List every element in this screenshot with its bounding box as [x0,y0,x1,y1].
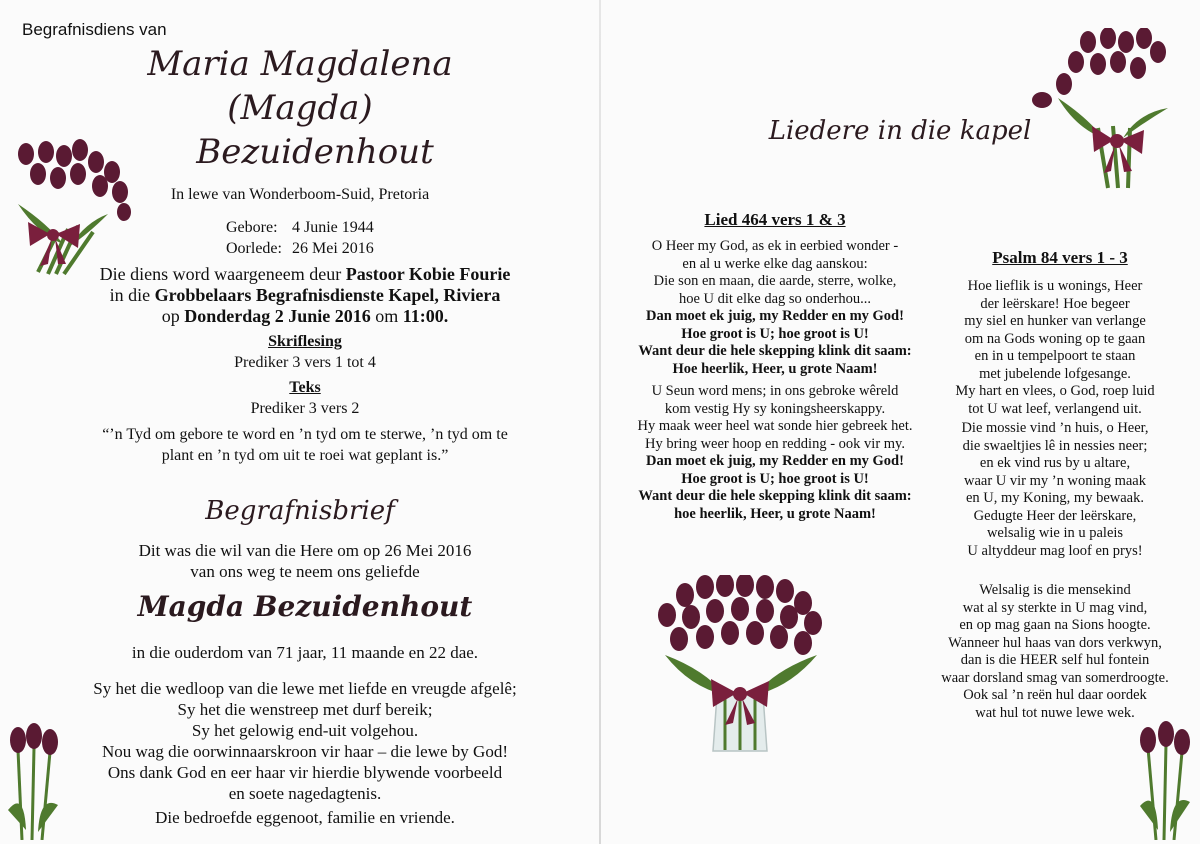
quote-line: plant en ’n tyd om uit te roei wat geplant is.” [161,447,449,464]
poem-line: Sy het die wenstreep met durf bereik; [177,700,433,719]
poem-line: Sy het gelowig end-uit volgehou. [191,721,419,740]
letter-intro [80,540,530,582]
psalm-line: en ek vind rus by u altare, [979,455,1131,471]
hymn-verse [600,238,950,378]
psalm-verse [920,420,1190,560]
hymn-heading: Lied 464 vers 1 & 3 [704,210,846,229]
psalm-line: welsalig wie in u paleis [986,525,1124,541]
born-date: 4 Junie 1944 [292,219,374,236]
born-label: Gebore: [226,219,278,236]
poem-line: en soete nagedagtenis. [228,784,382,803]
psalm-verse [920,278,1190,418]
poem-line: Ons dank God en eer haar vir hierdie blywende voorbeeld [107,763,503,782]
tulip-corner-icon [4,720,64,840]
psalm-line: om na Gods woning op te gaan [964,330,1146,347]
name-line: Bezuidenhout [196,132,434,172]
tulip-corner-icon [1134,718,1194,840]
hymn-line: kom vestig Hy sy koningsheerskappy. [664,400,886,417]
psalm-line: tot U wat leef, verlangend uit. [968,400,1142,417]
psalm-line: met jubelende lofgesange. [979,365,1131,382]
name-line: Maria Magdalena [147,44,453,84]
service-text: Die diens word waargeneem deur [99,264,346,284]
psalm-line: dan is die HEER self hul fontein [960,652,1150,668]
hymn-line: U Seun word mens; in ons gebroke wêreld [651,383,899,399]
psalm-line: Hoe lieflik is u wonings, Heer [967,278,1143,294]
deceased-name [110,42,490,174]
name-line: (Magda) [227,88,373,128]
hymn-chorus-line: Hoe heerlik, Heer, u grote Naam! [672,360,878,377]
psalm-line: U altyddeur mag loof en prys! [967,542,1143,559]
psalm-line: Gedugte Heer der leërskare, [973,507,1137,524]
psalm-line: en U, my Koning, my bewaak. [966,490,1144,506]
poem-line: Nou wag die oorwinnaarskroon vir haar – die lewe by God! [102,742,508,761]
letter-line: van ons weg te neem ons geliefde [190,562,420,581]
died-label: Oorlede: [226,240,282,257]
hymn-line: Hy maak weer heel wat sonde hier gebreek het. [637,418,913,434]
service-time: 11:00. [402,306,449,326]
service-date: Donderdag 2 Junie 2016 [184,306,371,326]
psalm-line: der leërskare! Hoe begeer [980,295,1130,312]
psalm-heading: Psalm 84 vers 1 - 3 [992,248,1128,267]
residence: In lewe van Wonderboom-Suid, Pretoria [170,186,430,203]
officiant: Pastoor Kobie Fourie [345,264,511,284]
psalm-line: en in u tempelpoort te staan [974,348,1136,364]
songs-title: Liedere in die kapel [768,116,1032,146]
psalm-line: Welsalig is die mensekind [979,582,1131,598]
tulip-bouquet-icon [8,134,148,284]
psalm-line: wat hul tot nuwe lewe wek. [975,704,1135,721]
hymn-chorus-line: Want deur die hele skepping klink dit saam: [638,488,912,504]
tulip-vase-icon [645,575,835,755]
text-ref: Prediker 3 vers 2 [250,400,360,417]
hymn-line: Die son en maan, die aarde, sterre, wolke, [653,273,897,289]
header-label: Begrafnisdiens van [22,20,167,39]
tribute-poem [50,678,560,804]
hymn-chorus-line: Want deur die hele skepping klink dit saam: [638,343,912,359]
hymn-line: O Heer my God, as ek in eerbied wonder - [651,238,899,254]
service-text: op [161,306,185,326]
psalm-line: Die mossie vind ’n huis, o Heer, [961,420,1149,436]
psalm-line: Ook sal ’n reën hul daar oordek [963,687,1147,703]
hymn-line: Hy bring weer hoop en redding - ook vir my. [644,435,905,452]
psalm-line: die swaeltjies lê in nessies neer; [962,437,1148,454]
venue: Grobbelaars Begrafnisdienste Kapel, Riviera [154,285,501,305]
hymn-verse [600,383,950,523]
letter-title: Begrafnisbrief [205,496,395,526]
service-details [80,264,530,327]
service-text: in die [109,285,155,305]
quote-line: “’n Tyd om gebore te word en ’n tyd om te sterwe, ’n tyd om te [102,426,508,443]
service-text: om [370,306,403,326]
psalm-line: en op mag gaan na Sions hoogte. [959,617,1151,633]
hymn-chorus-line: Hoe groot is U; hoe groot is U! [681,470,869,487]
dates [226,217,374,259]
psalm-line: wat al sy sterkte in U mag vind, [962,599,1148,616]
reading-text: Prediker 3 vers 1 tot 4 [234,354,376,371]
psalm-line: my siel en hunker van verlange [964,313,1146,329]
hymn-line: hoe U dit elke dag so onderhou... [678,290,872,307]
letter-name: Magda Bezuidenhout [137,590,473,623]
psalm-line: waar dorsland smag van somerdroogte. [941,669,1169,686]
hymn-line: en al u werke elke dag aanskou: [682,255,868,272]
psalm-verse [920,582,1190,722]
hymn-chorus-line: Hoe groot is U; hoe groot is U! [681,325,869,342]
quote [60,424,550,466]
reading-heading: Skriflesing [268,333,342,350]
letter-line: Dit was die wil van die Here om op 26 Mei 2016 [138,541,472,560]
hymn-chorus-line: Dan moet ek juig, my Redder en my God! [646,308,904,324]
psalm-line: Wanneer hul haas van dors verkwyn, [948,634,1162,651]
readings [80,331,530,419]
psalm-line: waar U vir my ’n woning maak [963,472,1146,489]
age-line: in die ouderdom van 71 jaar, 11 maande en 22 dae. [131,643,479,662]
hymn-chorus-line: Dan moet ek juig, my Redder en my God! [646,453,904,469]
closing: Die bedroefde eggenoot, familie en vriende. [155,808,455,827]
poem-line: Sy het die wedloop van die lewe met liefde en vreugde afgelê; [93,679,517,698]
died-date: 26 Mei 2016 [292,240,374,257]
tulip-bouquet-icon [1018,28,1178,193]
text-heading: Teks [289,379,321,396]
hymn-chorus-line: hoe heerlik, Heer, u grote Naam! [674,505,876,522]
psalm-line: My hart en vlees, o God, roep luid [955,383,1155,399]
